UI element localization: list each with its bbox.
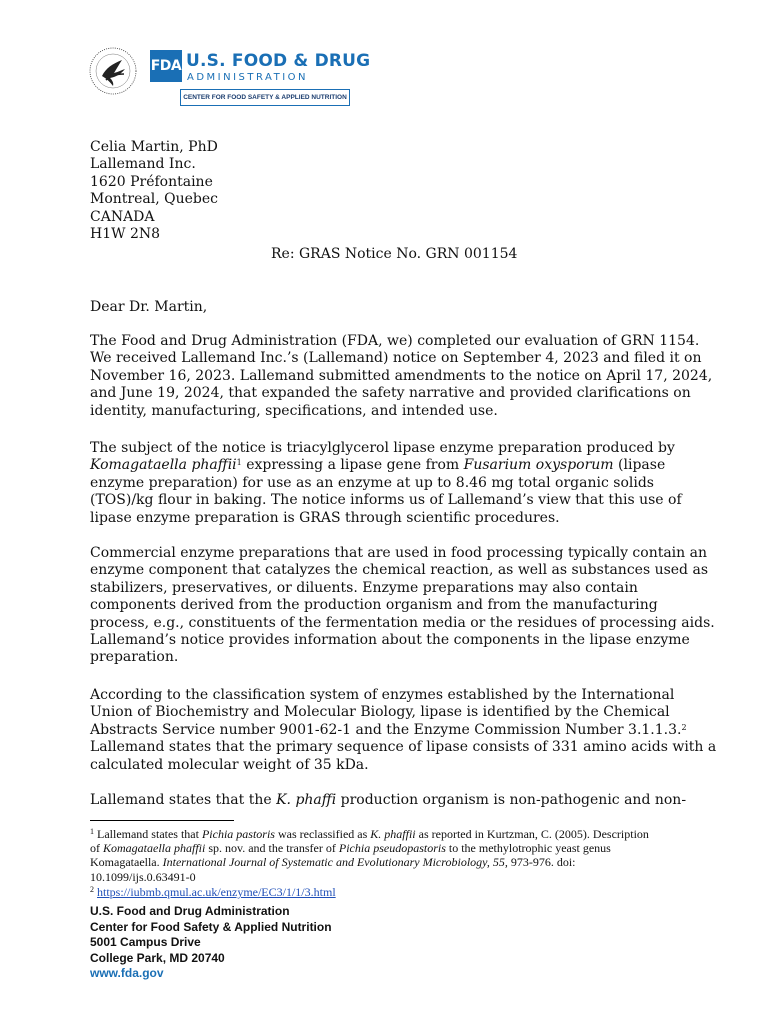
footer-line: College Park, MD 20740 — [90, 950, 225, 965]
text-line: The subject of the notice is triacylglycerol lipase enzyme preparation produced by — [90, 440, 675, 456]
address-line: 1620 Préfontaine — [90, 173, 213, 190]
text-span: Lallemand states that the — [90, 792, 277, 808]
recipient-address — [90, 139, 218, 243]
fda-logo — [150, 50, 371, 106]
footnote-ref[interactable]: 2 — [681, 722, 687, 732]
text-span: production organism is non-pathogenic and non- — [336, 792, 687, 808]
text-line: process, e.g., constituents of the fermentation media or the residues of processing aids. — [90, 614, 715, 631]
text-line — [90, 792, 690, 809]
footer-line: U.S. Food and Drug Administration — [90, 904, 290, 918]
text-span: Abstracts Service number 9001-62-1 and the Enzyme Commission Number 3.1.1.3. — [90, 721, 682, 738]
agency-footer — [90, 904, 332, 982]
paragraph-1 — [90, 333, 713, 420]
text-span: as reported in Kurtzman, C. (2005). Description — [415, 827, 649, 841]
footer-line: 5001 Campus Drive — [90, 935, 201, 949]
footnote-divider — [90, 820, 234, 821]
footnote-line — [90, 827, 710, 841]
footnote-1 — [90, 827, 710, 884]
text-line: stabilizers, preservatives, or diluents. Enzyme preparations may also contain — [90, 579, 638, 596]
paragraph-4 — [90, 687, 717, 774]
footnote-ref[interactable]: 1 — [236, 458, 242, 468]
organism-name: K. phaffi — [276, 792, 337, 808]
text-line: November 16, 2023. Lallemand submitted amendments to the notice on April 17, 2024, — [90, 367, 713, 384]
text-line: enzyme preparation) for use as an enzyme at up to 8.46 mg total organic solids — [90, 474, 654, 491]
fda-agency-name: U.S. FOOD & DRUG — [186, 51, 371, 71]
text-span: Lallemand states that — [94, 827, 202, 841]
text-line: Lallemand states that the primary sequence of lipase consists of 331 amino acids with a — [90, 739, 717, 756]
text-line: preparation. — [90, 649, 179, 666]
italic-span: Komagataella phaffii — [103, 841, 206, 856]
italic-span: K. phaffii — [370, 827, 416, 841]
salutation: Dear Dr. Martin, — [90, 299, 208, 315]
footer-line: Center for Food Safety & Applied Nutrition — [90, 919, 332, 934]
text-span: to the methylotrophic yeast genus — [445, 841, 611, 856]
fda-center-name: CENTER FOR FOOD SAFETY & APPLIED NUTRITION — [180, 89, 350, 106]
website-link[interactable]: www.fda.gov — [90, 966, 164, 980]
footnote-line — [90, 841, 710, 855]
address-line: Montreal, Quebec — [90, 191, 218, 208]
text-line: We received Lallemand Inc.’s (Lallemand) notice on September 4, 2023 and filed it on — [90, 350, 702, 367]
text-line: and June 19, 2024, that expanded the safety narrative and provided clarifications on — [90, 385, 691, 402]
text-line: calculated molecular weight of 35 kDa. — [90, 756, 369, 773]
footnote-number: 1 — [90, 827, 94, 836]
text-line: enzyme component that catalyzes the chemical reaction, as well as substances used as — [90, 562, 709, 579]
text-span: sp. nov. and the transfer of — [205, 841, 339, 856]
italic-span: Pichia pastoris — [201, 827, 275, 841]
text-span: (lipase — [613, 457, 666, 474]
text-line: components derived from the production organism and from the manufacturing — [90, 597, 658, 614]
text-line: The Food and Drug Administration (FDA, we) completed our evaluation of GRN 1154. — [90, 333, 700, 349]
text-line: Union of Biochemistry and Molecular Biology, lipase is identified by the Chemical — [90, 704, 670, 721]
italic-span: International Journal of Systematic and Evolutionary Microbiology, 55, — [162, 855, 508, 870]
text-line — [90, 457, 690, 474]
footnote-number: 2 — [90, 885, 94, 894]
hhs-eagle-seal-icon — [88, 46, 138, 96]
organism-name: Fusarium oxysporum — [463, 457, 614, 474]
text-span: was reclassified as — [274, 827, 371, 841]
text-span: expressing a lipase gene from — [241, 457, 464, 474]
fda-agency-sub: ADMINISTRATION — [187, 72, 309, 83]
text-line — [90, 722, 690, 739]
text-line: Lallemand’s notice provides information about the components in the lipase enzyme — [90, 632, 690, 649]
text-line: According to the classification system of enzymes established by the International — [90, 687, 675, 703]
text-line: (TOS)/kg flour in baking. The notice informs us of Lallemand’s view that this use of — [90, 492, 682, 509]
text-line: Commercial enzyme preparations that are used in food processing typically contain an — [90, 545, 707, 561]
fda-abbr-box: FDA — [150, 50, 182, 82]
italic-span: Pichia pseudopastoris — [338, 841, 446, 856]
paragraph-3 — [90, 545, 715, 667]
text-line: identity, manufacturing, specifications, and intended use. — [90, 402, 498, 419]
organism-name: Komagataella phaffii — [90, 457, 237, 474]
address-line: H1W 2N8 — [90, 226, 161, 243]
text-span: Komagataella. — [90, 855, 163, 870]
address-line: Lallemand Inc. — [90, 156, 196, 173]
re-line: Re: GRAS Notice No. GRN 001154 — [271, 246, 518, 262]
address-line: CANADA — [90, 208, 155, 225]
paragraph-5 — [90, 792, 690, 809]
footnote-line — [90, 855, 710, 869]
footnote-2 — [90, 885, 336, 899]
text-line: lipase enzyme preparation is GRAS through scientific procedures. — [90, 509, 560, 526]
text-span: 973-976. doi: — [507, 855, 576, 870]
address-line: Celia Martin, PhD — [90, 139, 218, 155]
enzyme-link[interactable]: https://iubmb.qmul.ac.uk/enzyme/EC3/1/1/3.html — [97, 885, 336, 899]
paragraph-2 — [90, 440, 690, 527]
text-span: of — [90, 841, 103, 856]
footnote-line: 10.1099/ijs.0.63491-0 — [90, 869, 196, 884]
